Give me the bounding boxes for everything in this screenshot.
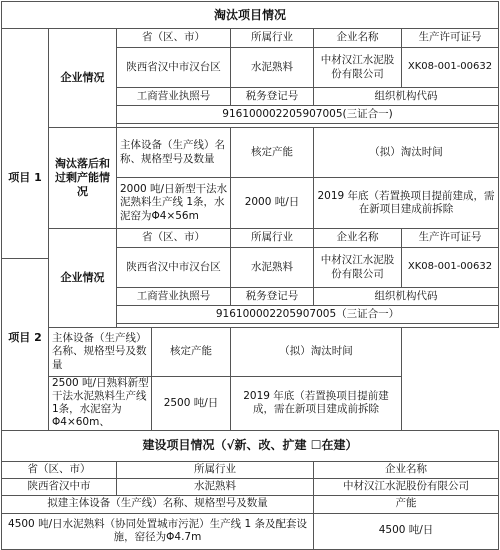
project-1-header-company: 企业名称: [314, 29, 402, 48]
project-2-header-capacity: 核定产能: [152, 328, 231, 377]
project-1-credit-code: 916100002205907005(三证合一): [117, 106, 499, 124]
project-1-label: 项目 1: [2, 29, 49, 328]
project-2-header-province: 省（区、市）: [117, 229, 231, 248]
project-1-elimination-label: 淘汰落后和过剩产能情况: [49, 128, 117, 229]
project-2-equipment: 2500 吨/日熟料新型干法水泥熟料生产线 1条，水泥窑为Φ4×60m、: [49, 377, 152, 431]
project-2-credit-code: 916100002205907005（三证合一）: [117, 306, 499, 324]
project-1-header-license: 生产许可证号: [402, 29, 499, 48]
construction-province: 陕西省汉中市: [2, 478, 117, 495]
construction-capacity: 4500 吨/日: [314, 513, 499, 549]
project-1-industry: 水泥熟料: [231, 48, 314, 88]
project-1-equipment: 2000 吨/日新型干法水泥熟料生产线 1条，水泥窑为Φ4×56m: [117, 178, 231, 229]
project-1-header-province: 省（区、市）: [117, 29, 231, 48]
project-2-license: XK08-001-00632: [402, 248, 499, 288]
construction-header-capacity: 产能: [314, 495, 499, 513]
project-1-company: 中材汉江水泥股份有限公司: [314, 48, 402, 88]
project-2-header-industry: 所属行业: [231, 229, 314, 248]
project-2-capacity: 2500 吨/日: [152, 377, 231, 431]
construction-header-industry: 所属行业: [117, 461, 314, 478]
project-1-province: 陕西省汉中市汉台区: [117, 48, 231, 88]
construction-header-company: 企业名称: [314, 461, 499, 478]
project-1-header-capacity: 核定产能: [231, 128, 314, 178]
project-1-time: 2019 年底（若置换项目提前建成，需在新项目建成前拆除: [314, 178, 499, 229]
table-title: 淘汰项目情况: [2, 2, 499, 29]
project-1-header-org-code: 组织机构代码: [314, 88, 499, 106]
project-2-header-equipment: 主体设备（生产线）名称、规格型号及数量: [49, 328, 152, 377]
project-2-time: 2019 年底（若置换项目提前建成，需在新项目建成前拆除: [231, 377, 402, 431]
project-1-header-business-license: 工商营业执照号: [117, 88, 231, 106]
construction-header-equipment: 拟建主体设备（生产线）名称、规格型号及数量: [2, 495, 314, 513]
project-1-header-tax-number: 税务登记号: [231, 88, 314, 106]
project-2-industry: 水泥熟料: [231, 248, 314, 288]
project-2-header-license: 生产许可证号: [402, 229, 499, 248]
project-1-enterprise-label: 企业情况: [49, 29, 117, 128]
project-2-company: 中材汉江水泥股份有限公司: [314, 248, 402, 288]
project-2-enterprise-label: 企业情况: [49, 229, 117, 328]
project-2-label-text: 项目 2: [8, 330, 42, 344]
project-2-header-company: 企业名称: [314, 229, 402, 248]
construction-company: 中材汉江水泥股份有限公司: [314, 478, 499, 495]
project-1-header-equipment: 主体设备（生产线）名称、规格型号及数量: [117, 128, 231, 178]
construction-equipment: 4500 吨/日水泥熟料（协同处置城市污泥）生产线 1 条及配套设施，窑径为Φ4.7m: [2, 513, 314, 549]
project-2-header-tax-number: 税务登记号: [231, 288, 314, 306]
project-2-label-overlay: [2, 258, 48, 414]
project-1-header-time: （拟）淘汰时间: [314, 128, 499, 178]
project-2-province: 陕西省汉中市汉台区: [117, 248, 231, 288]
construction-industry: 水泥熟料: [117, 478, 314, 495]
construction-header-province: 省（区、市）: [2, 461, 117, 478]
project-1-header-industry: 所属行业: [231, 29, 314, 48]
project-1-capacity: 2000 吨/日: [231, 178, 314, 229]
project-2-header-time: （拟）淘汰时间: [231, 328, 402, 377]
project-1-license: XK08-001-00632: [402, 48, 499, 88]
construction-title: 建设项目情况（√新、改、扩建 ☐在建）: [2, 430, 499, 461]
project-2-header-business-license: 工商营业执照号: [117, 288, 231, 306]
project-2-header-org-code: 组织机构代码: [314, 288, 499, 306]
project-table: [1, 1, 499, 550]
